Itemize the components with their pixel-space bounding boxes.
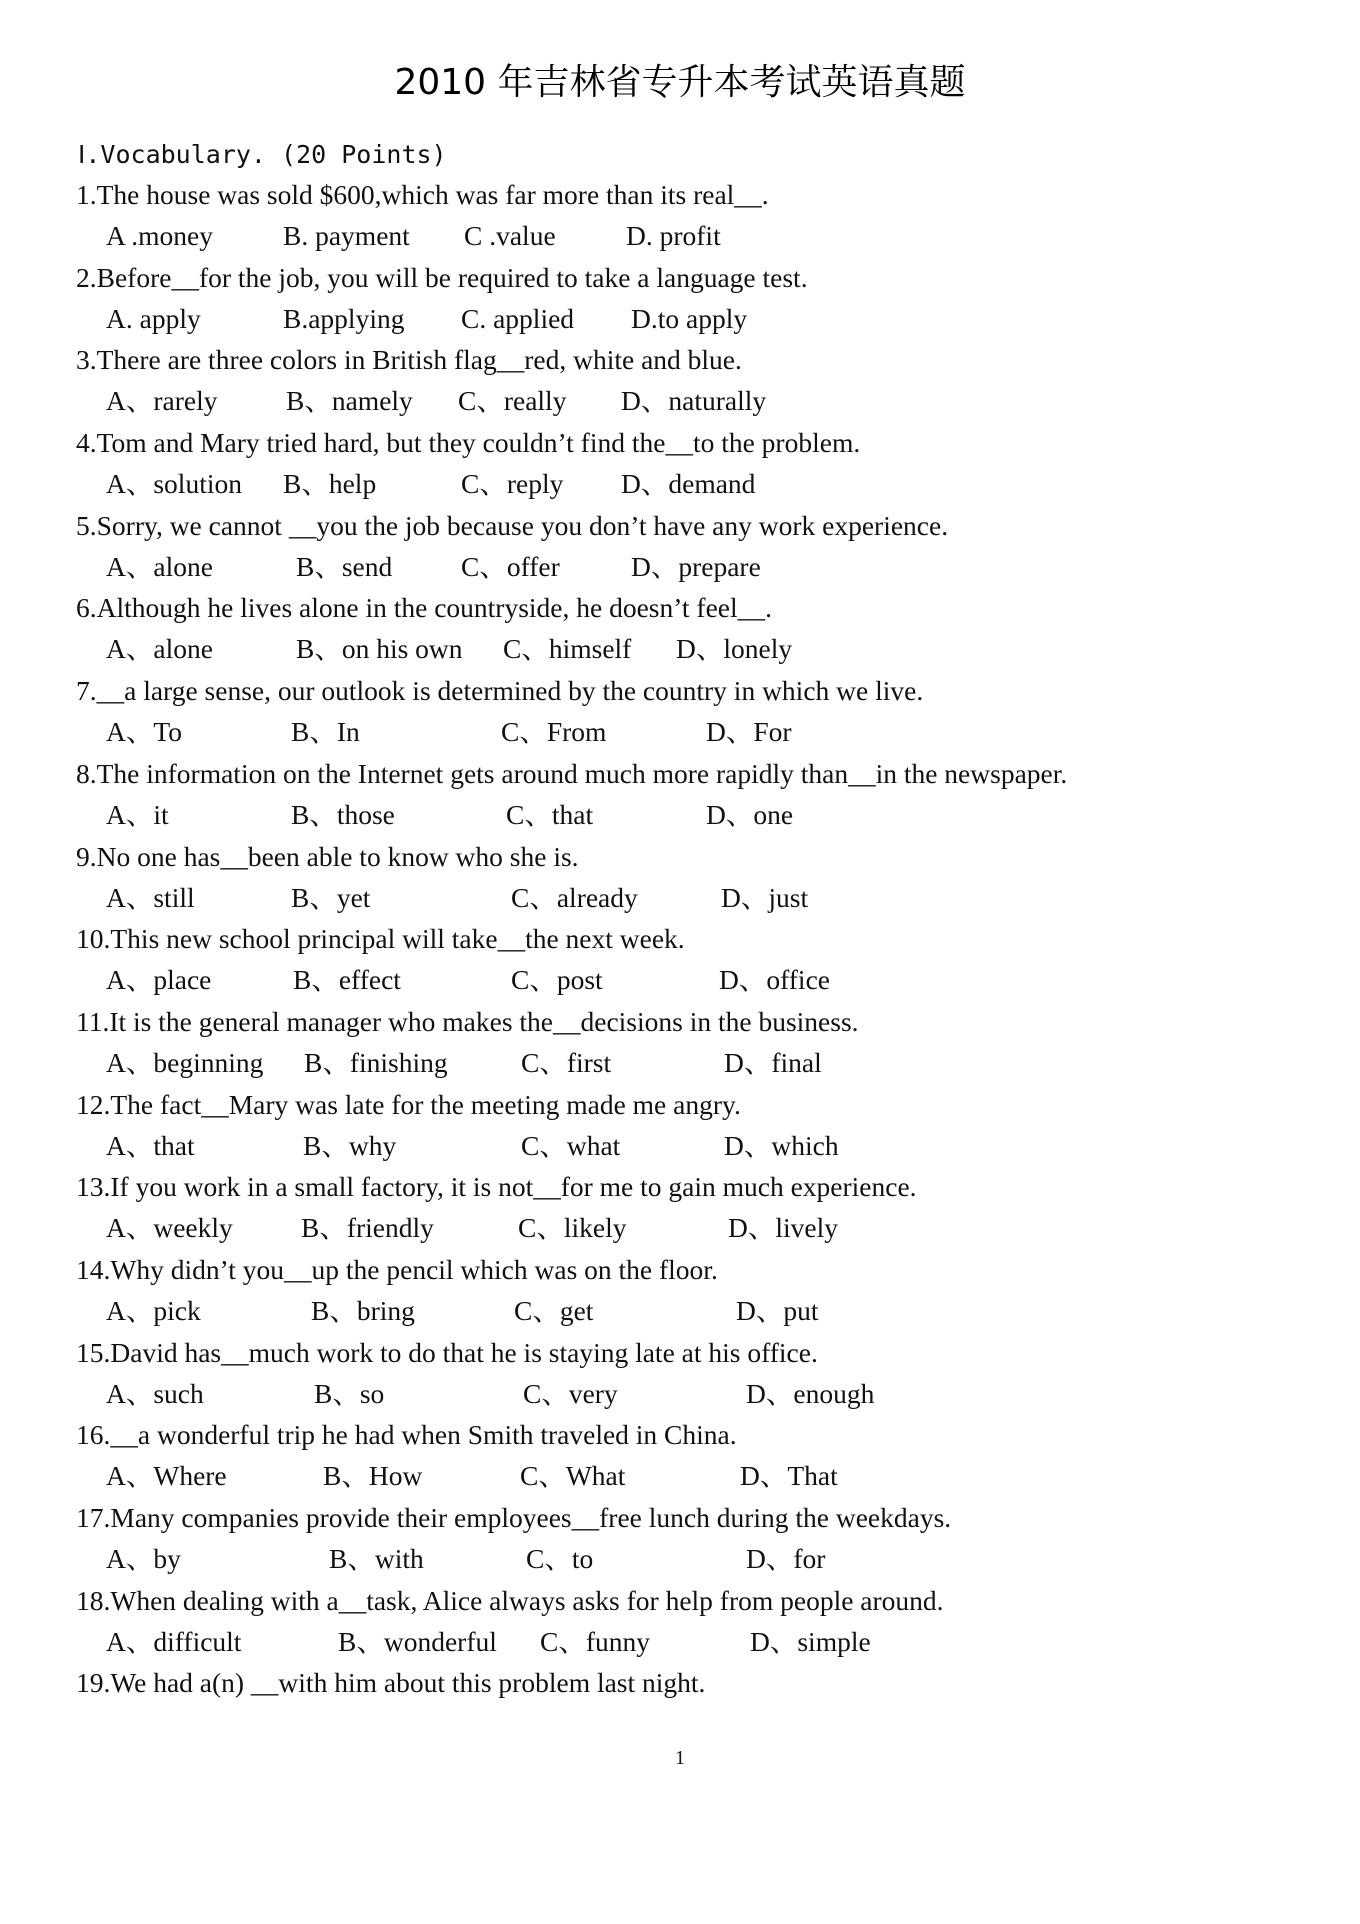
option-a: A、place	[106, 964, 212, 996]
question-item	[76, 1001, 1306, 1084]
option-c: C、From	[501, 716, 607, 748]
question-item	[76, 753, 1306, 836]
question-list	[76, 174, 1306, 1745]
option-c: C、that	[506, 798, 594, 830]
question-stem: 8.The information on the Internet gets around much more rapidly than__in the newspaper.	[76, 757, 1068, 789]
option-b: B、those	[291, 798, 395, 830]
option-c: C、reply	[461, 468, 564, 500]
option-d: D、enough	[746, 1377, 875, 1409]
option-a: A、such	[106, 1377, 204, 1409]
option-d: D、just	[721, 881, 809, 913]
question-stem: 18.When dealing with a__task, Alice always asks for help from people around.	[76, 1584, 944, 1616]
option-a: A、solution	[106, 468, 242, 500]
option-a: A、by	[106, 1543, 181, 1574]
option-c: C、what	[521, 1129, 621, 1161]
option-b: B、send	[296, 550, 393, 582]
answer-options	[76, 794, 1306, 835]
answer-options	[76, 1455, 1306, 1496]
question-stem: 3.There are three colors in British flag__red, white and blue.	[76, 344, 742, 376]
option-c: C. applied	[461, 302, 575, 334]
option-d: D. profit	[626, 220, 721, 251]
option-a: A、that	[106, 1129, 195, 1161]
option-b: B、wonderful	[338, 1625, 497, 1657]
question-item	[76, 174, 1306, 257]
question-stem: 11.It is the general manager who makes the__decisions in the business.	[76, 1005, 859, 1037]
question-stem: 15.David has__much work to do that he is staying late at his office.	[76, 1336, 818, 1368]
question-item	[76, 257, 1306, 340]
option-a: A、still	[106, 881, 195, 913]
option-d: D、lonely	[676, 633, 793, 665]
answer-options	[76, 1125, 1306, 1166]
page-number: 1	[675, 1747, 685, 1769]
option-c: C、funny	[540, 1625, 650, 1657]
answer-options	[76, 546, 1306, 587]
question-item	[76, 918, 1306, 1001]
option-c: C、What	[520, 1460, 626, 1492]
question-item	[76, 836, 1306, 919]
option-d: D、office	[719, 964, 830, 996]
option-d: D、for	[746, 1543, 826, 1574]
option-a: A、alone	[106, 550, 213, 582]
question-stem: 6.Although he lives alone in the countryside, he doesn’t feel__.	[76, 592, 772, 624]
option-c: C、himself	[503, 633, 632, 665]
option-a: A、alone	[106, 633, 213, 665]
option-b: B、on his own	[296, 633, 463, 665]
option-d: D、For	[706, 716, 792, 748]
option-a: A、Where	[106, 1460, 227, 1492]
question-stem: 10.This new school principal will take__the next week.	[76, 923, 685, 955]
question-item	[76, 1580, 1306, 1663]
option-b: B、finishing	[304, 1046, 448, 1078]
question-stem: 1.The house was sold $600,which was far more than its real__.	[76, 179, 769, 210]
option-c: C .value	[464, 220, 556, 251]
question-stem: 17.Many companies provide their employees__free lunch during the weekdays.	[76, 1502, 952, 1533]
option-d: D、lively	[728, 1212, 838, 1244]
question-item	[76, 670, 1306, 753]
question-item	[76, 1166, 1306, 1249]
answer-options	[76, 215, 1306, 256]
option-d: D、prepare	[631, 550, 761, 582]
option-b: B、How	[323, 1460, 423, 1492]
option-a: A、pick	[106, 1294, 201, 1326]
option-a: A、rarely	[106, 385, 218, 417]
option-a: A .money	[106, 220, 213, 251]
option-c: C、first	[521, 1046, 612, 1078]
answer-options	[76, 711, 1306, 752]
option-d: D、naturally	[621, 385, 767, 417]
option-b: B.applying	[283, 302, 405, 334]
option-d: D、one	[706, 798, 794, 830]
question-item	[76, 1414, 1306, 1497]
option-c: C、very	[523, 1377, 618, 1409]
option-a: A、To	[106, 716, 182, 748]
question-item	[76, 587, 1306, 670]
question-stem: 9.No one has__been able to know who she is.	[76, 840, 579, 872]
option-c: C、already	[511, 881, 638, 913]
question-stem: 2.Before__for the job, you will be required to take a language test.	[76, 261, 808, 293]
question-item	[76, 422, 1306, 505]
answer-options	[76, 1538, 1306, 1579]
question-item	[76, 1662, 1306, 1745]
option-b: B、so	[314, 1377, 385, 1409]
answer-options	[76, 628, 1306, 669]
question-stem: 12.The fact__Mary was late for the meeting made me angry.	[76, 1088, 741, 1120]
option-a: A、beginning	[106, 1046, 264, 1078]
option-b: B、yet	[291, 881, 371, 913]
question-item	[76, 505, 1306, 588]
answer-options	[76, 877, 1306, 918]
option-d: D、final	[724, 1046, 822, 1078]
answer-options	[76, 959, 1306, 1000]
option-d: D、That	[740, 1460, 838, 1492]
option-c: C、to	[526, 1543, 594, 1574]
option-b: B、namely	[286, 385, 413, 417]
option-b: B、friendly	[301, 1212, 434, 1244]
answer-options	[76, 298, 1306, 339]
option-b: B、bring	[311, 1294, 415, 1326]
option-c: C、post	[511, 964, 603, 996]
question-stem: 14.Why didn’t you__up the pencil which was on the floor.	[76, 1253, 718, 1285]
answer-options	[76, 1373, 1306, 1414]
document-title: 2010 年吉林省专升本考试英语真题	[394, 62, 966, 103]
question-stem: 19.We had a(n) __with him about this problem last night.	[76, 1667, 706, 1699]
option-d: D.to apply	[631, 302, 748, 334]
option-a: A. apply	[106, 302, 201, 334]
option-a: A、weekly	[106, 1212, 233, 1244]
option-b: B、In	[291, 716, 360, 748]
option-d: D、simple	[750, 1625, 871, 1657]
option-b: B、why	[303, 1129, 397, 1161]
question-stem: 5.Sorry, we cannot __you the job because you don’t have any work experience.	[76, 509, 949, 541]
answer-options	[76, 380, 1306, 421]
answer-options	[76, 1207, 1306, 1248]
answer-options	[76, 1621, 1306, 1662]
option-c: C、really	[458, 385, 567, 417]
question-stem: 7.__a large sense, our outlook is determined by the country in which we live.	[76, 675, 924, 707]
option-b: B、with	[329, 1543, 424, 1574]
option-d: D、put	[736, 1294, 819, 1326]
option-b: B、effect	[293, 964, 401, 996]
option-b: B、help	[283, 468, 377, 500]
option-a: A、difficult	[106, 1625, 242, 1657]
question-item	[76, 1497, 1306, 1580]
answer-options	[76, 1042, 1306, 1083]
option-a: A、it	[106, 798, 169, 830]
option-c: C、offer	[461, 550, 560, 582]
question-item	[76, 1084, 1306, 1167]
question-stem: 16.__a wonderful trip he had when Smith traveled in China.	[76, 1419, 737, 1451]
question-item	[76, 1332, 1306, 1415]
question-stem: 4.Tom and Mary tried hard, but they couldn’t find the__to the problem.	[76, 427, 861, 459]
option-c: C、get	[514, 1294, 594, 1326]
option-b: B. payment	[283, 220, 410, 251]
question-item	[76, 339, 1306, 422]
question-stem: 13.If you work in a small factory, it is not__for me to gain much experience.	[76, 1171, 917, 1203]
section-heading: Ⅰ.Vocabulary. (20 Points)	[78, 140, 447, 169]
option-c: C、likely	[518, 1212, 627, 1244]
question-item	[76, 1249, 1306, 1332]
answer-options	[76, 463, 1306, 504]
answer-options	[76, 1290, 1306, 1331]
option-d: D、demand	[621, 468, 756, 500]
option-d: D、which	[724, 1129, 839, 1161]
